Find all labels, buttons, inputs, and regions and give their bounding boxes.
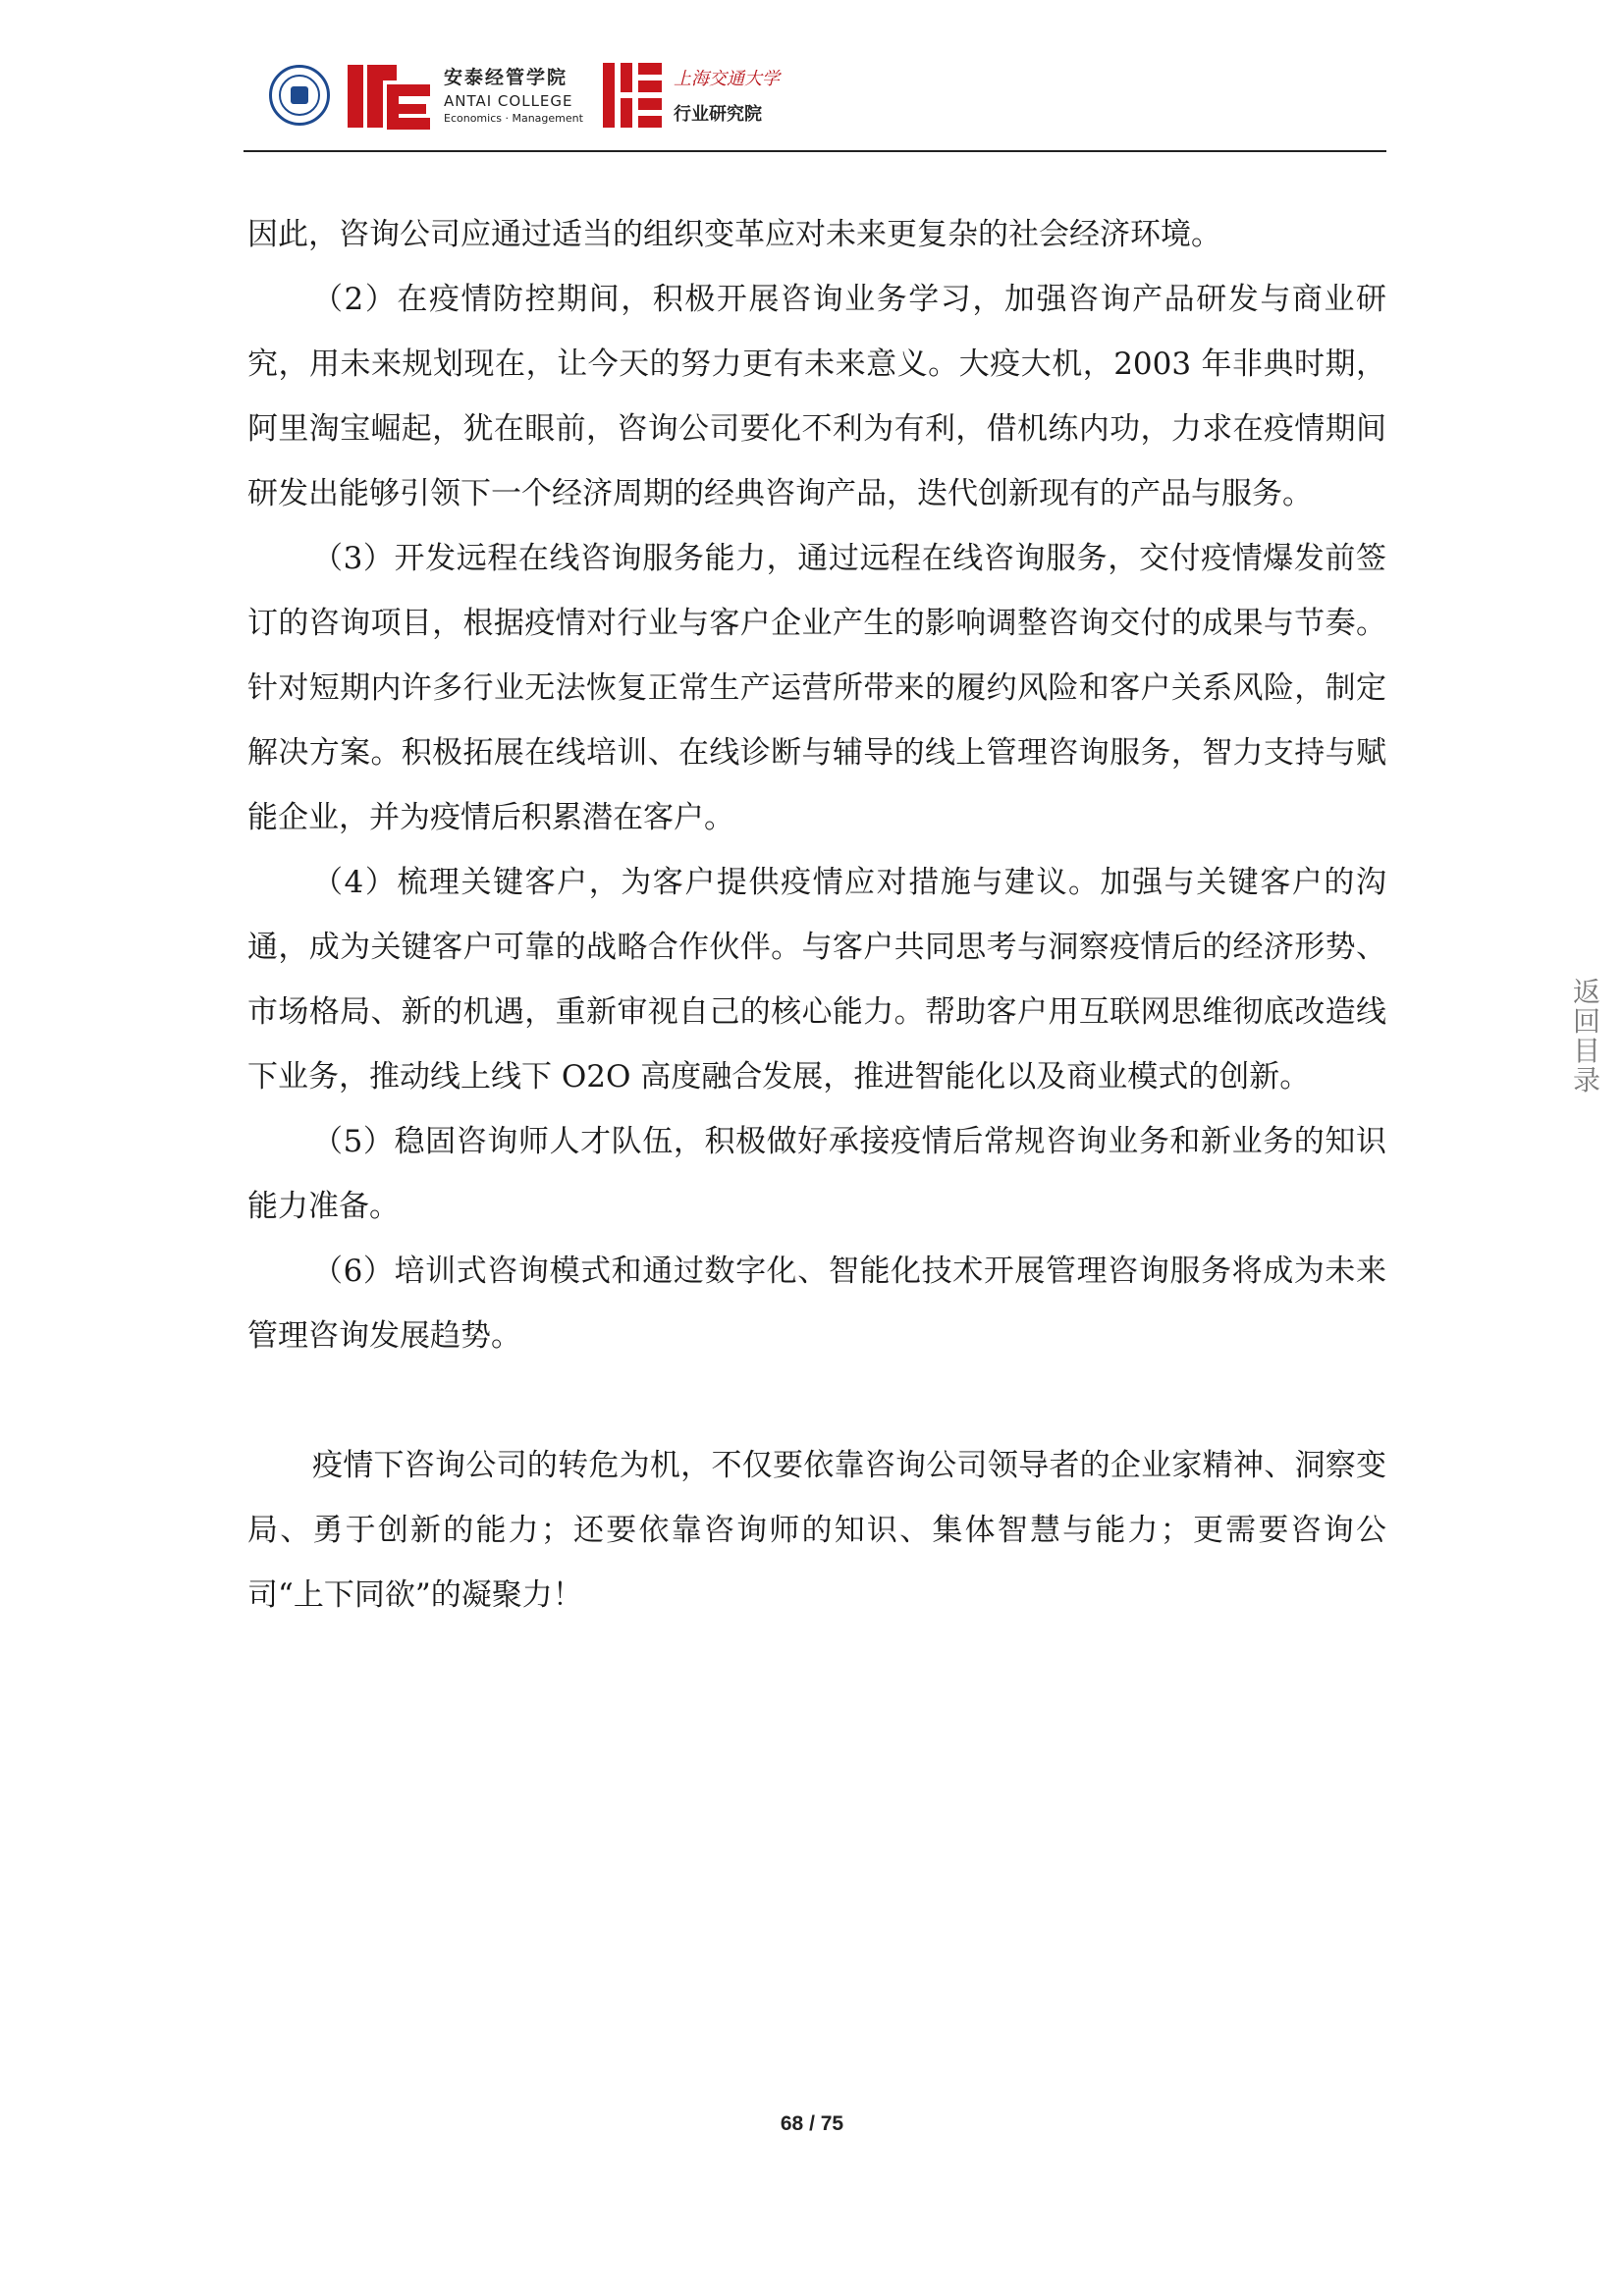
paragraph: （4）梳理关键客户，为客户提供疫情应对措施与建议。加强与关键客户的沟通，成为关键客户可靠的战略合作伙伴。与客户共同思考与洞察疫情后的经济形势、市场格局、新的机遇，重新审视自己的核心能力。帮助客户用互联网思维彻底改造线下业务，推动线上线下 O2O 高度融合发展，推进智能化以及商业模式的创新。 (247, 865, 1386, 1095)
college-subtitle: Economics · Management (444, 112, 583, 125)
page-number: 68 / 75 (780, 2112, 844, 2135)
paragraph: 疫情下咨询公司的转危为机，不仅要依靠咨询公司领导者的企业家精神、洞察变局、勇于创新的能力；还要依靠咨询师的知识、集体智慧与能力；更需要咨询公司“上下同欲”的凝聚力！ (247, 1448, 1386, 1613)
toc-char: 回 (1572, 1005, 1600, 1038)
paragraph: （2）在疫情防控期间，积极开展咨询业务学习，加强咨询产品研发与商业研究，用未来规划现在，让今天的努力更有未来意义。大疫大机，2003 年非典时期，阿里淘宝崛起，犹在眼前，咨询公司要化不利为有利，借机练内功，力求在疫情期间研发出能够引领下一个经济周期的经典咨询产品，迭代创新现有的产品与服务。 (247, 282, 1386, 511)
paragraph: （6）培训式咨询模式和通过数字化、智能化技术开展管理咨询服务将成为未来管理咨询发展趋势。 (247, 1254, 1386, 1354)
paragraph: 因此，咨询公司应通过适当的组织变革应对未来更复杂的社会经济环境。 (247, 217, 1221, 252)
institute-logo (601, 61, 664, 130)
paragraph: （5）稳固咨询师人才队伍，积极做好承接疫情后常规咨询业务和新业务的知识能力准备。 (247, 1124, 1386, 1224)
college-name-en: ANTAI COLLEGE (444, 92, 573, 110)
document-body (247, 202, 1386, 1628)
toc-char: 目 (1572, 1035, 1600, 1067)
page-header (244, 57, 1386, 151)
institute-name: 行业研究院 (674, 104, 762, 125)
header-rule (244, 150, 1386, 152)
university-seal-logo (269, 65, 330, 126)
back-to-toc-link[interactable] (1567, 978, 1606, 1095)
paragraph: （3）开发远程在线咨询服务能力，通过远程在线咨询服务，交付疫情爆发前签订的咨询项目，根据疫情对行业与客户企业产生的影响调整咨询交付的成果与节奏。针对短期内许多行业无法恢复正常生产运营所带来的履约风险和客户关系风险，制定解决方案。积极拓展在线培训、在线诊断与辅导的线上管理咨询服务，智力支持与赋能企业，并为疫情后积累潜在客户。 (247, 541, 1386, 835)
university-script-name: 上海交通大学 (674, 69, 780, 89)
toc-char: 返 (1572, 976, 1600, 1008)
college-name-cn: 安泰经管学院 (444, 67, 568, 88)
acem-logo (346, 61, 434, 132)
toc-char: 录 (1572, 1064, 1600, 1096)
